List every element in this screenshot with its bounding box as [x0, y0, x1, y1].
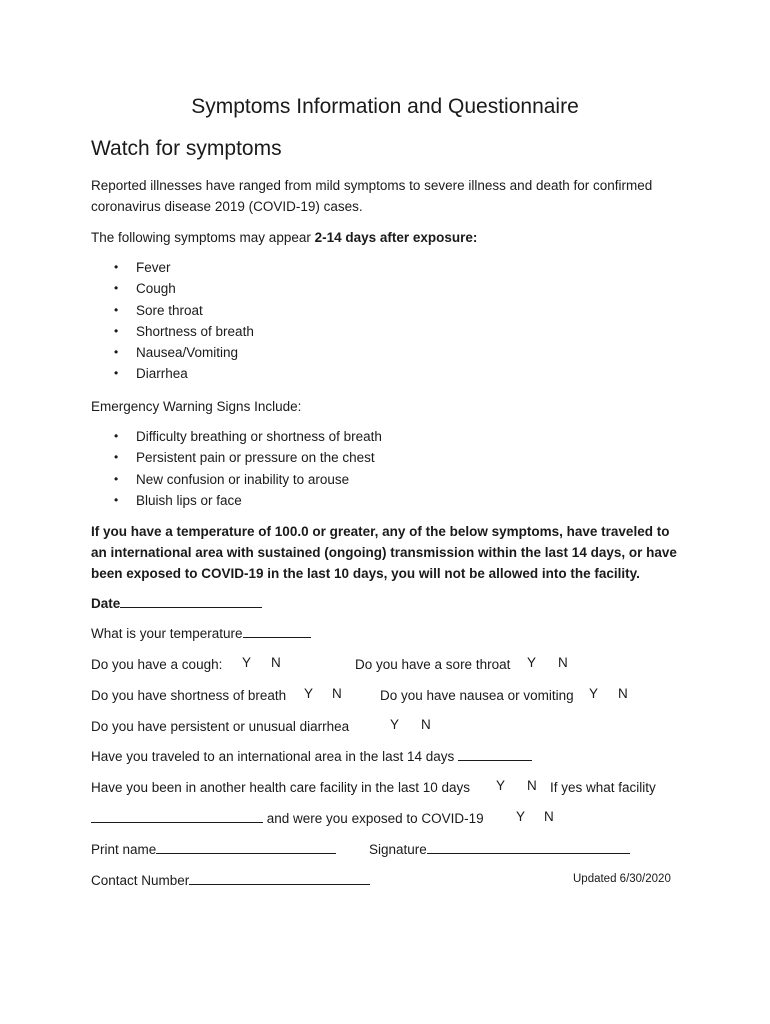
list-item-label: New confusion or inability to arouse — [136, 471, 350, 487]
nausea-yes-option[interactable]: Y — [589, 686, 599, 701]
sob-yes-option[interactable]: Y — [304, 686, 314, 701]
list-item-label: Fever — [136, 260, 171, 275]
list-item — [91, 257, 254, 278]
list-item — [91, 342, 254, 363]
exposure-row — [91, 808, 484, 829]
sob-no-option[interactable]: N — [332, 686, 342, 701]
intro-paragraph — [91, 175, 652, 217]
bullet-icon: • — [114, 260, 119, 274]
bullet-icon: • — [114, 471, 119, 486]
list-item — [91, 447, 382, 468]
shortness-of-breath-label: Do you have shortness of breath — [91, 688, 287, 703]
list-item-label: Bluish lips or face — [136, 492, 242, 508]
date-label: Date — [91, 596, 121, 611]
signature-label: Signature — [369, 842, 427, 857]
nausea-label: Do you have nausea or vomiting — [380, 688, 574, 703]
bullet-icon: • — [114, 323, 119, 338]
symptoms-lead-text: The following symptoms may appear — [91, 230, 315, 245]
section-heading: Watch for symptoms — [91, 137, 282, 160]
bullet-icon: • — [114, 450, 119, 465]
list-item — [91, 469, 382, 490]
list-item — [91, 278, 254, 299]
signature-row — [369, 839, 630, 860]
warning-line-2: an international area with sustained (ongoing) transmission within the last 14 days, or have — [91, 545, 677, 560]
diarrhea-yes-option[interactable]: Y — [390, 717, 400, 732]
emergency-lead: Emergency Warning Signs Include: — [91, 399, 302, 414]
list-item — [91, 426, 382, 447]
temperature-field[interactable] — [243, 623, 311, 638]
facility-no-option[interactable]: N — [527, 778, 537, 793]
symptoms-list — [91, 257, 254, 385]
list-item — [91, 490, 382, 511]
cough-no-option[interactable]: N — [271, 655, 281, 670]
print-name-label: Print name — [91, 842, 157, 857]
list-item-label: Cough — [136, 281, 176, 297]
facility-yes-option[interactable]: Y — [496, 778, 506, 793]
symptoms-lead — [91, 227, 477, 248]
warning-line-1: If you have a temperature of 100.0 or greater, any of the below symptoms, have traveled to — [91, 524, 670, 539]
bullet-icon: • — [114, 281, 119, 296]
bullet-icon: • — [114, 492, 119, 507]
date-field[interactable] — [120, 593, 262, 608]
exposed-no-option[interactable]: N — [544, 809, 554, 824]
list-item-label: Shortness of breath — [136, 323, 254, 339]
warning-line-3: been exposed to COVID-19 in the last 10 days, you will not be allowed into the facility. — [91, 566, 640, 581]
cough-yes-option[interactable]: Y — [242, 655, 252, 670]
facility-name-field[interactable] — [91, 808, 263, 823]
sore-throat-yes-option[interactable]: Y — [527, 655, 537, 670]
list-item-label: Difficulty breathing or shortness of breath — [136, 429, 382, 444]
diarrhea-no-option[interactable]: N — [421, 717, 431, 732]
page-title: Symptoms Information and Questionnaire — [191, 95, 579, 118]
sore-throat-label: Do you have a sore throat — [355, 657, 511, 672]
travel-field[interactable] — [458, 746, 532, 761]
list-item-label: Diarrhea — [136, 366, 188, 382]
bullet-icon: • — [114, 302, 119, 317]
exposed-yes-option[interactable]: Y — [516, 809, 526, 824]
facility-label: Have you been in another health care facility in the last 10 days — [91, 780, 470, 795]
contact-label: Contact Number — [91, 873, 190, 888]
date-row — [91, 593, 262, 614]
sore-throat-no-option[interactable]: N — [558, 655, 568, 670]
list-item-label: Sore throat — [136, 302, 203, 318]
temperature-row — [91, 623, 311, 644]
bullet-icon: • — [114, 345, 119, 360]
list-item-label: Nausea/Vomiting — [136, 345, 239, 361]
bullet-icon: • — [114, 429, 119, 443]
cough-label: Do you have a cough: — [91, 657, 223, 672]
emergency-list — [91, 426, 382, 511]
intro-line-2: coronavirus disease 2019 (COVID-19) cases. — [91, 199, 363, 214]
contact-field[interactable] — [189, 870, 370, 885]
bullet-icon: • — [114, 366, 119, 381]
facility-warning — [91, 521, 677, 584]
list-item-label: Persistent pain or pressure on the chest — [136, 450, 375, 466]
intro-line-1: Reported illnesses have ranged from mild symptoms to severe illness and death for confirmed — [91, 178, 653, 193]
temperature-label: What is your temperature — [91, 626, 243, 641]
signature-field[interactable] — [427, 839, 630, 854]
contact-row — [91, 870, 370, 891]
travel-row — [91, 746, 532, 767]
print-name-field[interactable] — [156, 839, 336, 854]
updated-date: Updated 6/30/2020 — [573, 873, 671, 885]
diarrhea-label: Do you have persistent or unusual diarrhea — [91, 719, 350, 734]
nausea-no-option[interactable]: N — [618, 686, 628, 701]
list-item — [91, 363, 254, 384]
travel-label: Have you traveled to an international area in the last 14 days — [91, 749, 455, 764]
exposed-label: and were you exposed to COVID-19 — [266, 811, 484, 826]
list-item — [91, 300, 254, 321]
print-name-row — [91, 839, 336, 860]
list-item — [91, 321, 254, 342]
symptoms-lead-bold: 2-14 days after exposure: — [314, 230, 478, 245]
facility-followup-label: If yes what facility — [550, 780, 656, 795]
